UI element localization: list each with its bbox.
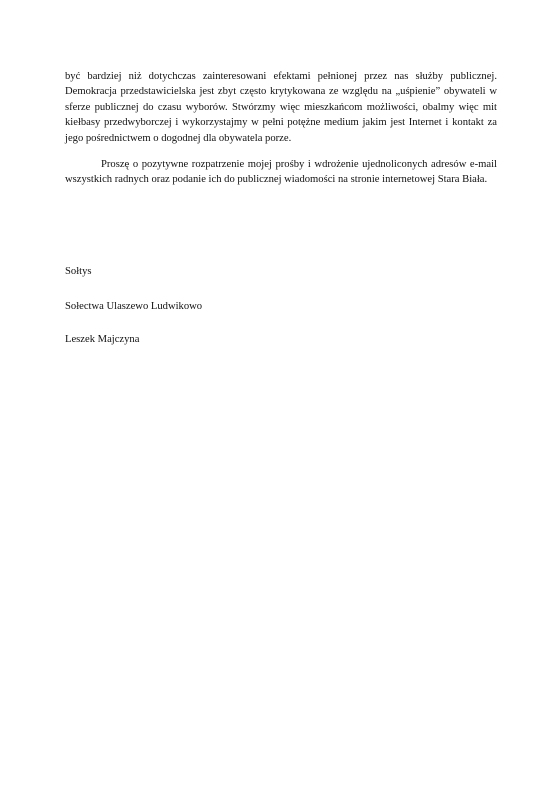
signature-unit: Sołectwa Ulaszewo Ludwikowo xyxy=(65,301,203,312)
body-paragraph-2: Proszę o pozytywne rozpatrzenie mojej prośby i wdrożenie ujednoliconych adresów e-mail wszystkich radnych oraz podanie ich do publicznej wiadomości na stronie internetowej Stara Biała. xyxy=(65,159,497,186)
body-paragraph-1: być bardziej niż dotychczas zainteresowani efektami pełnionej przez nas służby publicznej. Demokracja przedstawicielska jest zbyt często krytykowana ze względu na „uśpienie” obywateli w sferze publicznej do czasu wyborów. Stwórzmy więc mieszkańcom możliwości, obalmy więc mit kiełbasy przedwyborczej i wykorzystajmy w pełni potężne medium jakim jest Internet i kontakt za jego pośrednictwem o dogodnej dla obywatela porze. xyxy=(65,71,497,144)
signature-name: Leszek Majczyna xyxy=(65,334,140,345)
signature-title: Sołtys xyxy=(65,266,92,277)
